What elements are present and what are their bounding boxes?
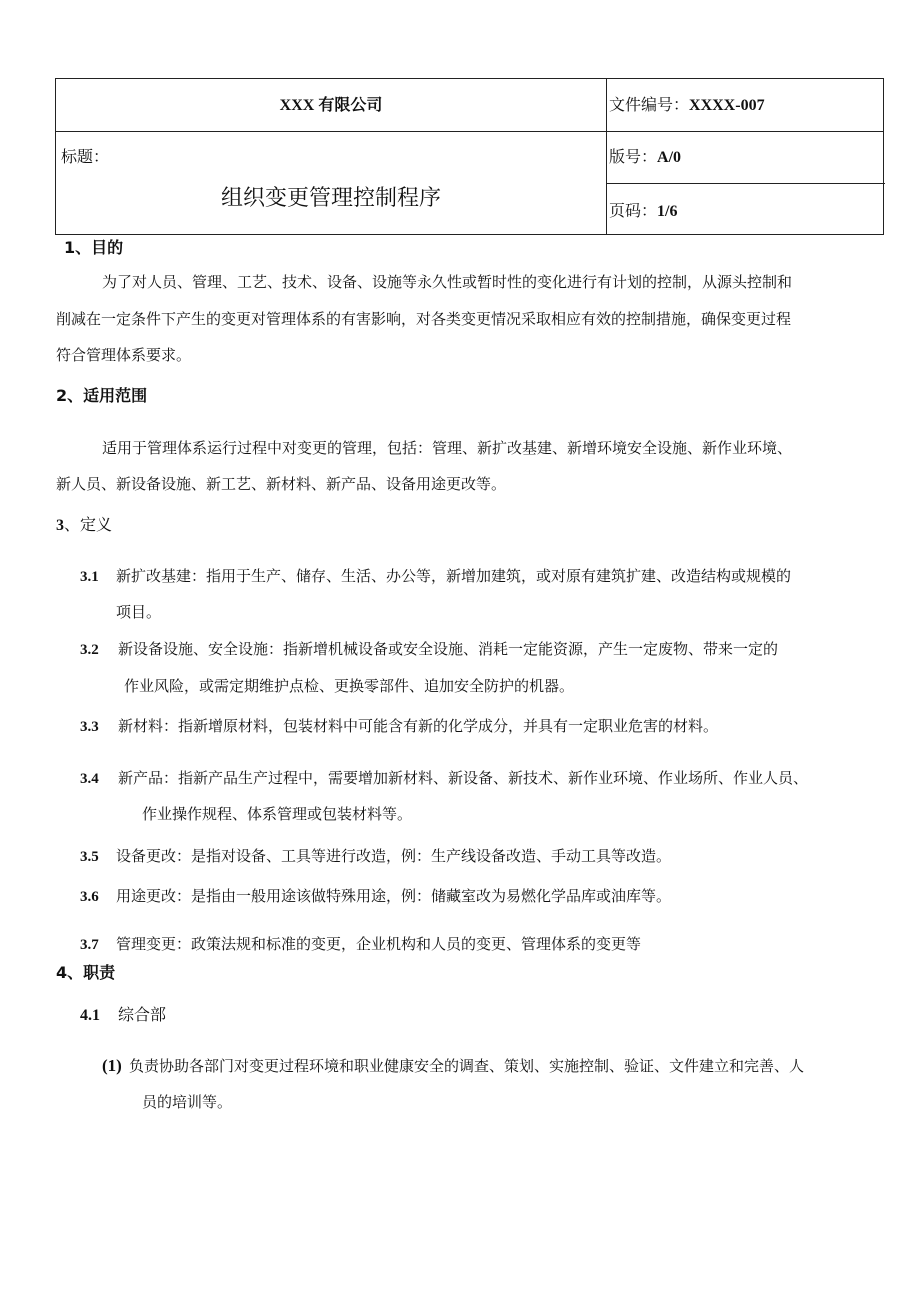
page-number: 页码：1/6 [609,201,678,220]
subsection-heading: 4.1 综合部 [80,1005,167,1024]
paragraph-line: 符合管理体系要求。 [56,346,192,364]
section-number: 3 [56,517,64,534]
document-title: 组织变更管理控制程序 [220,186,441,211]
definition-item-continued: 项目。 [116,603,162,621]
definition-item: 3.7 管理变更：政策法规和标准的变更，企业机构和人员的变更、管理体系的变更等 [80,935,642,953]
section-heading-purpose: 1、目的 [64,238,124,257]
definition-item: 3.6 用途更改：是指由一般用途该做特殊用途，例：储藏室改为易燃化学品库或油库等。 [80,887,672,905]
section-heading-definitions [56,515,112,536]
document-header-table [55,78,884,235]
paragraph-line: 新人员、新设备设施、新工艺、新材料、新产品、设备用途更改等。 [56,475,507,493]
paragraph-line: 削减在一定条件下产生的变更对管理体系的有害影响，对各类变更情况采取相应有效的控制措施，确保变更过程 [56,310,792,328]
table-divider [606,79,607,234]
definition-item: 3.2 新设备设施、安全设施：指新增机械设备或安全设施、消耗一定能资源，产生一定废物、带来一定的 [80,640,779,658]
section-title: 、定义 [64,515,113,534]
document-number: 文件编号：XXXX-007 [609,95,765,114]
definition-item-continued: 作业操作规程、体系管理或包装材料等。 [142,805,413,823]
definition-item: 3.1 新扩改基建：指用于生产、储存、生活、办公等，新增加建筑，或对原有建筑扩建、改造结构或规模的 [80,567,792,585]
table-divider [56,131,883,132]
definition-item: 3.3 新材料：指新增原材料，包装材料中可能含有新的化学成分，并具有一定职业危害的材料。 [80,717,719,735]
section-heading-scope: 2、适用范围 [56,386,148,405]
version-number: 版号：A/0 [609,147,682,166]
paragraph-line: 适用于管理体系运行过程中对变更的管理，包括：管理、新扩改基建、新增环境安全设施、新作业环境、 [102,439,793,457]
responsibility-item: (1) 负责协助各部门对变更过程环境和职业健康安全的调查、策划、实施控制、验证、文件建立和完善、人 [102,1056,805,1075]
definition-item: 3.4 新产品：指新产品生产过程中，需要增加新材料、新设备、新技术、新作业环境、作业场所、作业人员、 [80,769,809,787]
title-label: 标题： [61,147,110,166]
table-divider [606,183,885,184]
definition-item-continued: 作业风险，或需定期维护点检、更换零部件、追加安全防护的机器。 [124,677,575,695]
section-heading-responsibilities: 4、职责 [56,963,116,982]
company-name: XXX 有限公司 [279,97,383,114]
definition-item: 3.5 设备更改：是指对设备、工具等进行改造，例：生产线设备改造、手动工具等改造。 [80,847,672,865]
responsibility-item-continued: 员的培训等。 [142,1093,233,1111]
paragraph-line: 为了对人员、管理、工艺、技术、设备、设施等永久性或暂时性的变化进行有计划的控制，从源头控制和 [102,273,793,291]
